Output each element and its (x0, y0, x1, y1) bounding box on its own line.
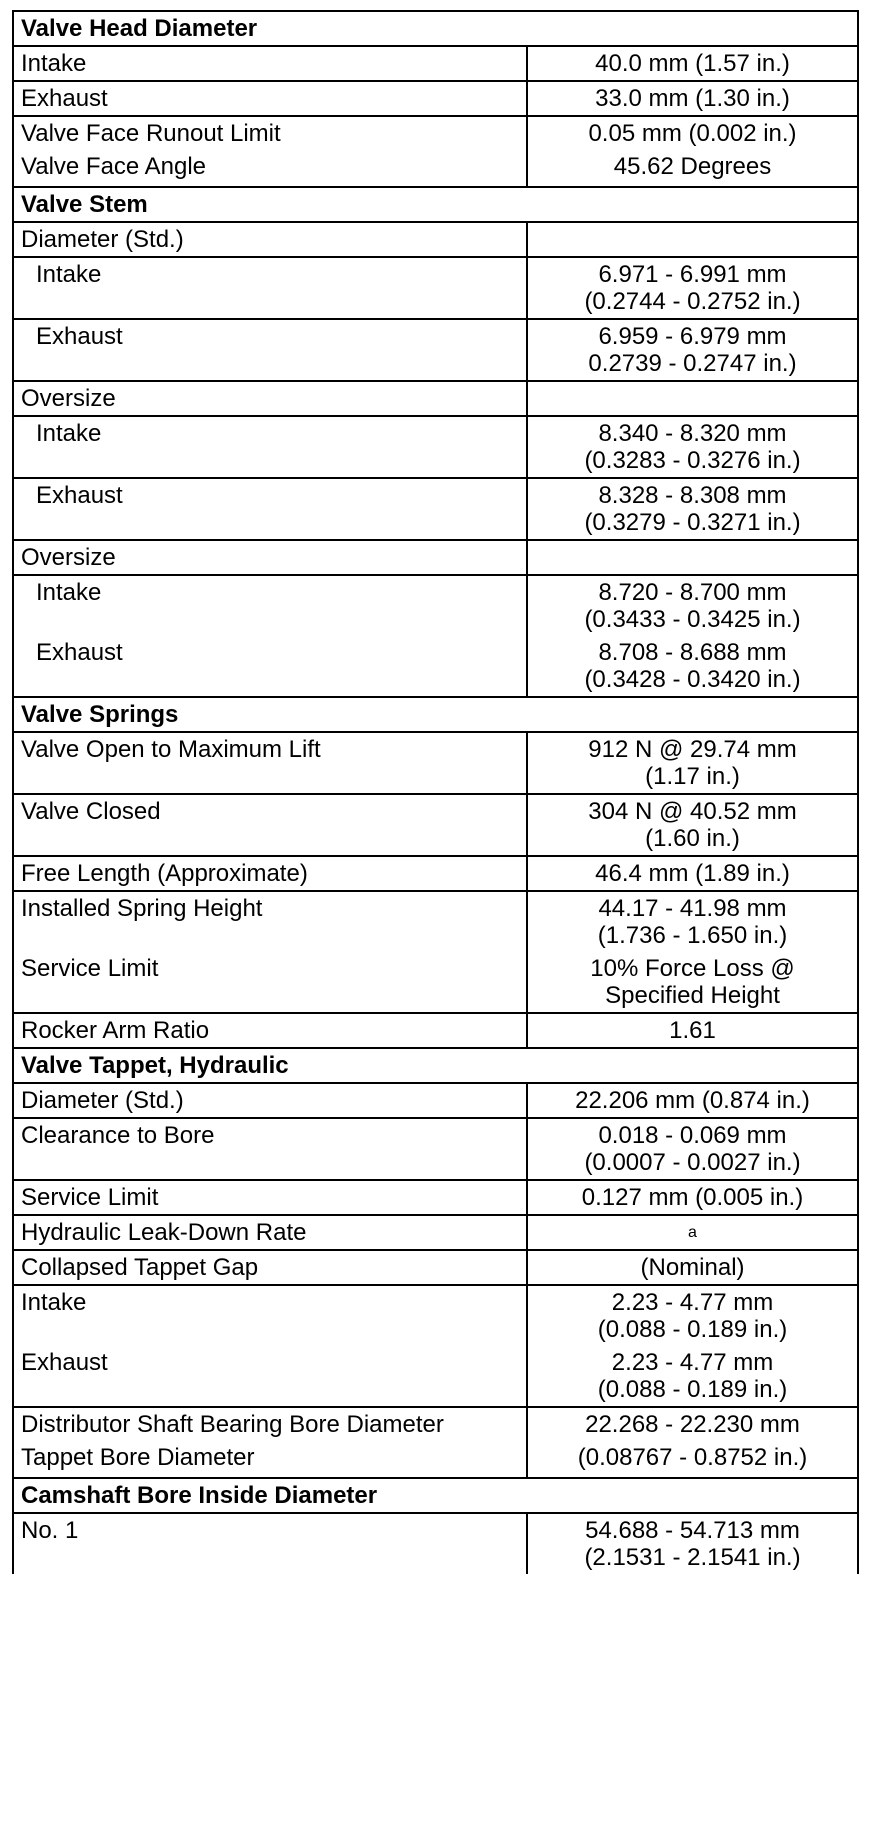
table-row (13, 257, 858, 319)
section-title-valve-stem: Valve Stem (13, 187, 858, 222)
value-metric: 6.959 - 6.979 mm (598, 323, 787, 350)
value-imperial: (0.088 - 0.189 in.) (597, 1316, 788, 1343)
table-row (13, 381, 858, 416)
table-row (13, 732, 858, 794)
value-imperial: (1.60 in.) (645, 825, 740, 852)
row-label: Intake (13, 575, 527, 636)
row-value (527, 1118, 858, 1180)
table-row (13, 1441, 858, 1478)
row-value: 46.4 mm (1.89 in.) (527, 856, 858, 891)
row-value-empty (527, 540, 858, 575)
row-label: Exhaust (13, 636, 527, 697)
row-value (527, 891, 858, 952)
value-imperial: (0.3428 - 0.3420 in.) (584, 666, 801, 693)
row-label: Clearance to Bore (13, 1118, 527, 1180)
row-value: 45.62 Degrees (527, 150, 858, 187)
table-row (13, 222, 858, 257)
section-title-camshaft: Camshaft Bore Inside Diameter (13, 1478, 858, 1513)
value-imperial: (2.1531 - 2.1541 in.) (584, 1544, 801, 1571)
row-label: Exhaust (13, 1346, 527, 1407)
row-label: Distributor Shaft Bearing Bore Diameter (13, 1407, 527, 1441)
table-row (13, 540, 858, 575)
row-value: (Nominal) (527, 1250, 858, 1285)
row-value (527, 257, 858, 319)
value-metric: 2.23 - 4.77 mm (611, 1349, 774, 1376)
row-label: Oversize (13, 381, 527, 416)
row-value: 22.206 mm (0.874 in.) (527, 1083, 858, 1118)
section-title-valve-springs: Valve Springs (13, 697, 858, 732)
row-label: Service Limit (13, 952, 527, 1013)
row-label: Valve Face Angle (13, 150, 527, 187)
row-value (527, 478, 858, 540)
row-value-empty (527, 222, 858, 257)
section-title-valve-head: Valve Head Diameter (13, 11, 858, 46)
value-metric: 44.17 - 41.98 mm (598, 895, 787, 922)
row-value (527, 1346, 858, 1407)
row-label: Intake (13, 257, 527, 319)
value-imperial: (0.3433 - 0.3425 in.) (584, 606, 801, 633)
row-label: Exhaust (13, 478, 527, 540)
value-imperial: (0.0007 - 0.0027 in.) (584, 1149, 801, 1176)
value-metric: 8.340 - 8.320 mm (598, 420, 787, 447)
section-title-valve-tappet: Valve Tappet, Hydraulic (13, 1048, 858, 1083)
row-label: Free Length (Approximate) (13, 856, 527, 891)
value-imperial: (1.736 - 1.650 in.) (597, 922, 788, 949)
section-header (13, 1478, 858, 1513)
table-row (13, 1285, 858, 1346)
row-label: Intake (13, 46, 527, 81)
spec-sheet (12, 10, 857, 1574)
row-value (527, 575, 858, 636)
row-label: No. 1 (13, 1513, 527, 1574)
value-metric: 2.23 - 4.77 mm (611, 1289, 774, 1316)
row-label: Exhaust (13, 319, 527, 381)
row-value (527, 794, 858, 856)
table-row (13, 150, 858, 187)
value-imperial: (0.088 - 0.189 in.) (597, 1376, 788, 1403)
row-label: Hydraulic Leak-Down Rate (13, 1215, 527, 1250)
value-metric: 6.971 - 6.991 mm (598, 261, 787, 288)
row-label: Valve Open to Maximum Lift (13, 732, 527, 794)
table-row (13, 1346, 858, 1407)
table-row (13, 1083, 858, 1118)
section-header (13, 1048, 858, 1083)
row-value: (0.08767 - 0.8752 in.) (527, 1441, 858, 1478)
row-label: Diameter (Std.) (13, 222, 527, 257)
table-row (13, 1180, 858, 1215)
row-label: Tappet Bore Diameter (13, 1441, 527, 1478)
table-row (13, 81, 858, 116)
value-line-1: 10% Force Loss @ (590, 955, 795, 982)
table-row (13, 1513, 858, 1574)
value-metric: 0.018 - 0.069 mm (598, 1122, 787, 1149)
value-metric: 304 N @ 40.52 mm (588, 798, 797, 825)
row-value-empty (527, 381, 858, 416)
row-label: Valve Closed (13, 794, 527, 856)
table-row (13, 1118, 858, 1180)
value-metric: 8.708 - 8.688 mm (598, 639, 787, 666)
row-label: Diameter (Std.) (13, 1083, 527, 1118)
row-value: 0.05 mm (0.002 in.) (527, 116, 858, 150)
table-row (13, 1013, 858, 1048)
specifications-table (12, 10, 859, 1574)
row-label: Service Limit (13, 1180, 527, 1215)
value-imperial: (0.3283 - 0.3276 in.) (584, 447, 801, 474)
table-row (13, 891, 858, 952)
row-value (527, 1513, 858, 1574)
value-metric: 54.688 - 54.713 mm (585, 1517, 800, 1544)
section-header (13, 187, 858, 222)
row-value (527, 952, 858, 1013)
row-value-footnote: a (527, 1215, 858, 1250)
table-row (13, 1215, 858, 1250)
table-row (13, 1250, 858, 1285)
value-imperial: (1.17 in.) (645, 763, 740, 790)
table-row (13, 575, 858, 636)
section-header (13, 11, 858, 46)
table-row (13, 1407, 858, 1441)
table-row (13, 319, 858, 381)
row-value (527, 732, 858, 794)
value-imperial: (0.3279 - 0.3271 in.) (584, 509, 801, 536)
table-row (13, 636, 858, 697)
row-value: 40.0 mm (1.57 in.) (527, 46, 858, 81)
table-row (13, 856, 858, 891)
value-metric: 8.328 - 8.308 mm (598, 482, 787, 509)
value-metric: 912 N @ 29.74 mm (588, 736, 797, 763)
row-value: 1.61 (527, 1013, 858, 1048)
section-header (13, 697, 858, 732)
row-value (527, 319, 858, 381)
row-value: 33.0 mm (1.30 in.) (527, 81, 858, 116)
row-label: Collapsed Tappet Gap (13, 1250, 527, 1285)
row-label: Rocker Arm Ratio (13, 1013, 527, 1048)
table-row (13, 952, 858, 1013)
row-value (527, 416, 858, 478)
table-row (13, 416, 858, 478)
row-value: 22.268 - 22.230 mm (527, 1407, 858, 1441)
value-line-2: Specified Height (605, 982, 780, 1009)
value-metric: 8.720 - 8.700 mm (598, 579, 787, 606)
value-imperial: (0.2744 - 0.2752 in.) (584, 288, 801, 315)
row-label: Intake (13, 1285, 527, 1346)
table-row (13, 478, 858, 540)
table-row (13, 116, 858, 150)
row-label: Exhaust (13, 81, 527, 116)
table-row (13, 794, 858, 856)
row-value (527, 636, 858, 697)
table-row (13, 46, 858, 81)
row-value (527, 1285, 858, 1346)
row-label: Installed Spring Height (13, 891, 527, 952)
row-value: 0.127 mm (0.005 in.) (527, 1180, 858, 1215)
row-label: Valve Face Runout Limit (13, 116, 527, 150)
row-label: Oversize (13, 540, 527, 575)
row-label: Intake (13, 416, 527, 478)
value-imperial: 0.2739 - 0.2747 in.) (588, 350, 797, 377)
